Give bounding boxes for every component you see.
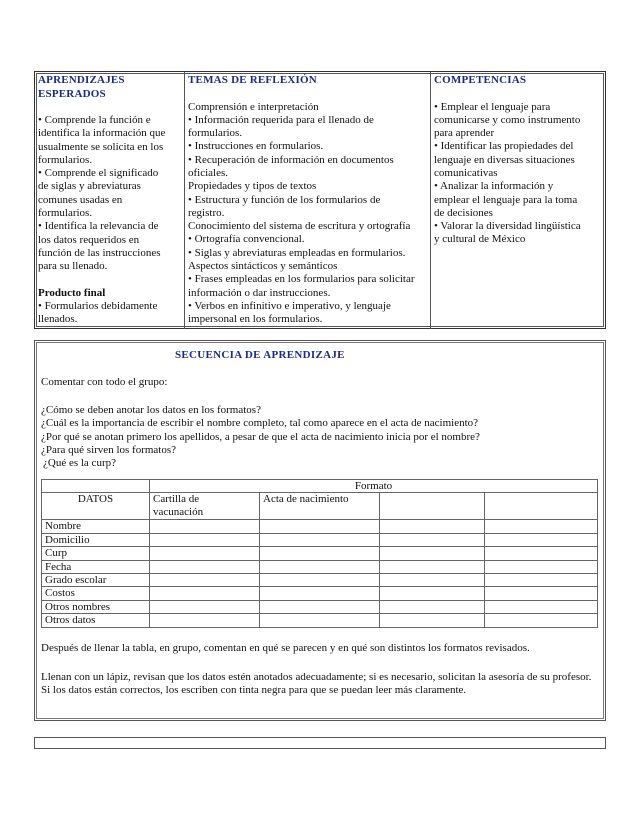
list-line: comunes usadas en <box>38 193 123 206</box>
list-line: • Siglas y abreviaturas empleadas en formularios. <box>188 246 406 259</box>
format-header: Formato <box>150 480 598 493</box>
list-line: y cultural de México <box>434 233 526 246</box>
list-line: • Ortografía convencional. <box>188 233 305 246</box>
format-comparison-table <box>41 479 598 628</box>
list-line: Comprensión e interpretación <box>188 100 319 113</box>
list-line: de decisiones <box>434 206 493 219</box>
table-row: Otros datos <box>42 614 598 627</box>
list-line: emplear el lenguaje para la toma <box>434 193 578 206</box>
sequence-intro: Comentar con todo el grupo: <box>41 376 168 388</box>
table-row: Nombre <box>42 520 598 533</box>
list-line: para su llenado. <box>38 260 108 273</box>
list-line: Aspectos sintácticos y semánticos <box>188 260 338 273</box>
list-line: • Información requerida para el llenado de <box>188 113 374 126</box>
expected-learnings-column <box>35 72 184 329</box>
table-row: Grado escolar <box>42 574 598 587</box>
list-line: para aprender <box>434 127 495 140</box>
question-line: ¿Cómo se deben anotar los datos en los formatos? <box>41 404 261 416</box>
list-line: los datos requeridos en <box>38 233 140 246</box>
list-line: identifica la información que <box>38 127 166 140</box>
learning-sequence-box <box>34 340 606 721</box>
list-line: • Verbos en infinitivo e imperativo, y lenguaje <box>188 299 391 312</box>
list-line: registro. <box>188 206 225 219</box>
list-line: comunicativas <box>434 166 498 179</box>
expected-learnings-heading <box>38 74 181 101</box>
list-line: llenados. <box>38 313 78 326</box>
list-line: Conocimiento del sistema de escritura y ortografía <box>188 220 411 233</box>
heading-line: APRENDIZAJES <box>38 74 125 86</box>
list-line: de siglas y abreviaturas <box>38 180 141 193</box>
list-line: • Emplear el lenguaje para <box>434 100 551 113</box>
list-line: información o dar instrucciones. <box>188 286 331 299</box>
list-line: • Identifica la relevancia de <box>38 220 159 233</box>
discussion-questions <box>41 404 480 470</box>
heading-line: ESPERADOS <box>38 87 106 100</box>
list-line: • Instrucciones en formularios. <box>188 140 324 153</box>
list-line: usualmente se solicita en los <box>38 140 164 153</box>
acta-header: Acta de nacimiento <box>260 493 380 520</box>
list-line: • Frases empleadas en los formularios para solicitar <box>188 273 415 286</box>
competencies-heading: COMPETENCIAS <box>434 74 527 86</box>
expected-learnings-list <box>38 114 181 274</box>
question-line: ¿Cuál es la importancia de escribir el nombre completo, tal como aparece en el acta de nacimiento? <box>41 417 479 430</box>
list-line: • Valorar la diversidad lingüística <box>434 220 581 233</box>
table-row: Fecha <box>42 560 598 573</box>
list-line: • Identificar las propiedades del <box>434 140 574 153</box>
table-row: Costos <box>42 587 598 600</box>
list-line: • Comprende el significado <box>38 167 159 180</box>
list-line: • Formularios debidamente <box>38 299 158 312</box>
list-line: • Recuperación de información en documentos <box>188 153 394 166</box>
list-line: formularios. <box>38 207 93 220</box>
final-paragraph: Llenan con un lápiz, revisan que los datos estén anotados adecuadamente; si es necesario, solicitan la asesoría de su profesor. Si los datos están correctos, los escriben con tinta negra para que se puedan leer más claramente. <box>41 671 592 697</box>
competencies-list <box>434 101 602 247</box>
list-line: • Comprende la función e <box>38 114 151 126</box>
list-line: oficiales. <box>188 166 229 179</box>
table-row: Curp <box>42 547 598 560</box>
after-table-text: Después de llenar la tabla, en grupo, comentan en qué se parecen y en qué son distintos los formatos revisados. <box>41 642 530 654</box>
reflection-topics-list <box>188 101 427 327</box>
question-line: ¿Qué es la curp? <box>43 457 116 470</box>
cartilla-header: Cartilla de vacunación <box>150 493 260 520</box>
list-line: formularios. <box>188 127 243 140</box>
list-line: • Analizar la información y <box>434 180 554 193</box>
reflection-topics-heading: TEMAS DE REFLEXIÓN <box>188 74 317 86</box>
list-line: lenguaje en diversas situaciones <box>434 153 575 166</box>
final-product-label: Producto final <box>38 286 106 299</box>
list-line: impersonal en los formularios. <box>188 313 323 326</box>
question-line: ¿Por qué se anotan primero los apellidos, a pesar de que el acta de nacimiento inicia por el nombre? <box>41 430 480 443</box>
learning-overview-table <box>34 71 606 329</box>
list-line: comunicarse y como instrumento <box>434 113 581 126</box>
datos-header: DATOS <box>42 493 150 520</box>
competencies-column <box>430 72 605 329</box>
question-line: ¿Para qué sirven los formatos? <box>41 443 177 456</box>
table-row: Otros nombres <box>42 600 598 613</box>
list-line: función de las instrucciones <box>38 246 161 259</box>
list-line: formularios. <box>38 153 93 166</box>
sequence-title: SECUENCIA DE APRENDIZAJE <box>175 349 345 361</box>
list-line: • Estructura y función de los formularios de <box>188 193 381 206</box>
reflection-topics-column <box>184 72 430 329</box>
list-line: Propiedades y tipos de textos <box>188 180 317 193</box>
empty-bottom-box <box>34 737 606 749</box>
table-row: Domicilio <box>42 533 598 546</box>
